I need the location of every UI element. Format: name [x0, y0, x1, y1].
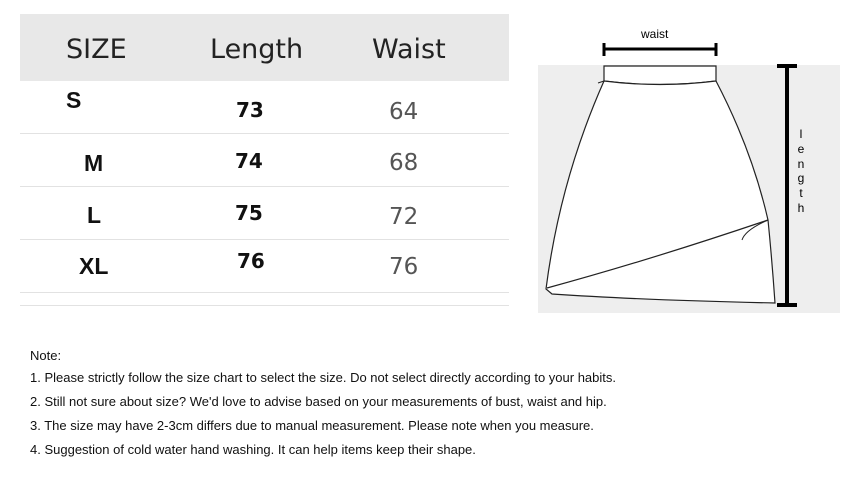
size-cell: L: [87, 202, 102, 228]
note-item: 3. The size may have 2-3cm differs due to manual measurement. Please note when you measure.: [30, 418, 594, 433]
size-cell: S: [66, 87, 82, 113]
waist-cell: 72: [389, 204, 419, 230]
length-cell: 73: [236, 98, 264, 122]
notes-section: [30, 348, 830, 466]
length-label-letter: l: [799, 127, 803, 141]
length-label-letter: e: [797, 141, 805, 156]
waist-label: waist: [641, 27, 669, 41]
table-row: [20, 240, 509, 293]
waist-cell: 76: [389, 254, 419, 280]
table-header: [20, 14, 509, 81]
header-waist: Waist: [372, 34, 446, 65]
note-item: 1. Please strictly follow the size chart to select the size. Do not select directly according to your habits.: [30, 370, 616, 385]
length-label-letter: n: [797, 156, 805, 171]
table-divider: [20, 293, 509, 306]
length-cell: 76: [237, 249, 265, 273]
length-label: [796, 127, 806, 216]
size-chart-table: [20, 14, 509, 306]
diagram-background: [538, 65, 840, 313]
length-label-letter: h: [797, 200, 805, 215]
table-row: [20, 81, 509, 134]
table-row: [20, 134, 509, 187]
notes-title: Note:: [30, 348, 62, 363]
waist-cell: 64: [389, 99, 419, 125]
size-cell: XL: [79, 253, 109, 279]
length-label-letter: g: [797, 171, 805, 186]
waist-measure-bar: [604, 43, 716, 56]
size-cell: M: [84, 150, 104, 176]
waist-cell: 68: [389, 150, 419, 176]
length-label-letter: t: [799, 186, 803, 201]
note-item: 4. Suggestion of cold water hand washing. It can help items keep their shape.: [30, 442, 476, 457]
table-row: [20, 187, 509, 240]
length-cell: 75: [235, 201, 263, 225]
length-cell: 74: [235, 149, 263, 173]
header-length: Length: [210, 34, 304, 65]
header-size: SIZE: [66, 34, 127, 65]
note-item: 2. Still not sure about size? We'd love to advise based on your measurements of bust, waist and hip.: [30, 394, 607, 409]
